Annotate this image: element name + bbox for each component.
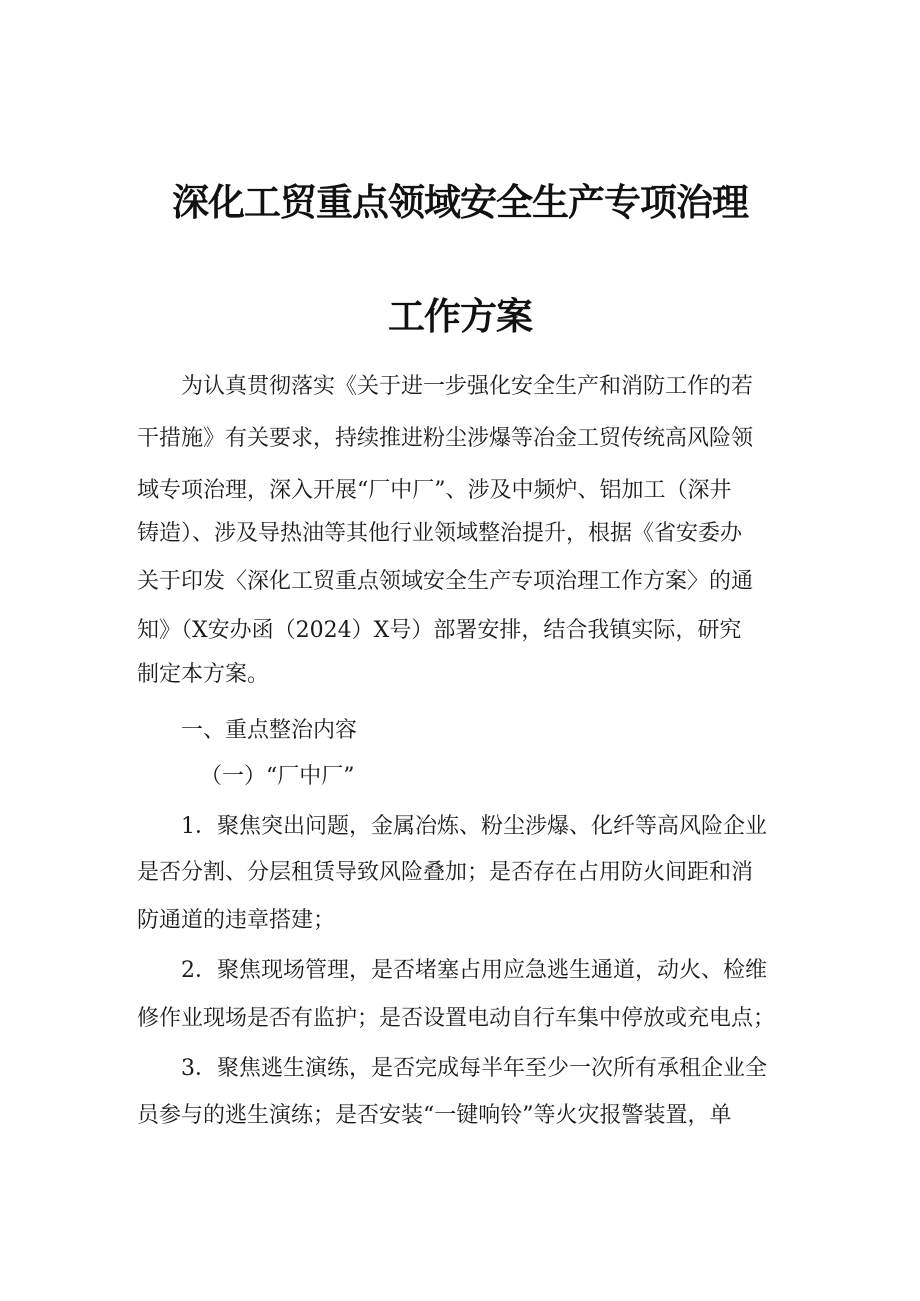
section-heading: 一、重点整治内容: [181, 718, 358, 743]
document-title-line-1: 深化工贸重点领域安全生产专项治理: [172, 181, 748, 224]
paragraph-line: 铸造）、涉及导热油等其他行业领域整治提升，根据《省安委办: [137, 521, 743, 546]
list-item-line: 员参与的逃生演练；是否安装“一键响铃”等火灾报警装置，单: [137, 1103, 732, 1128]
paragraph-line: 域专项治理，深入开展“厂中厂”、涉及中频炉、铝加工（深井: [137, 478, 732, 503]
list-item-line: 2．聚焦现场管理，是否堵塞占用应急逃生通道，动火、检维: [181, 958, 767, 983]
list-item-line: 防通道的违章搭建；: [137, 908, 336, 933]
list-item-line: 是否分割、分层租赁导致风险叠加；是否存在占用防火间距和消: [137, 860, 754, 885]
paragraph-line: 关于印发〈深化工贸重点领域安全生产专项治理工作方案〉的通: [137, 569, 754, 594]
paragraph-line: 干措施》有关要求，持续推进粉尘涉爆等冶金工贸传统高风险领: [137, 426, 754, 451]
list-item-line: 修作业现场是否有监护；是否设置电动自行车集中停放或充电点；: [137, 1006, 776, 1031]
list-item-line: 1．聚焦突出问题，金属冶炼、粉尘涉爆、化纤等高风险企业: [181, 814, 767, 839]
paragraph-line: 为认真贯彻落实《关于进一步强化安全生产和消防工作的若: [181, 374, 754, 399]
paragraph-line: 知》（X安办函（2024）X号）部署安排，结合我镇实际，研究: [137, 618, 742, 643]
paragraph-line: 制定本方案。: [137, 662, 270, 687]
subsection-heading: （一）“厂中厂”: [200, 764, 355, 789]
document-title-line-2: 工作方案: [388, 295, 532, 338]
list-item-line: 3．聚焦逃生演练，是否完成每半年至少一次所有承租企业全: [181, 1056, 767, 1081]
